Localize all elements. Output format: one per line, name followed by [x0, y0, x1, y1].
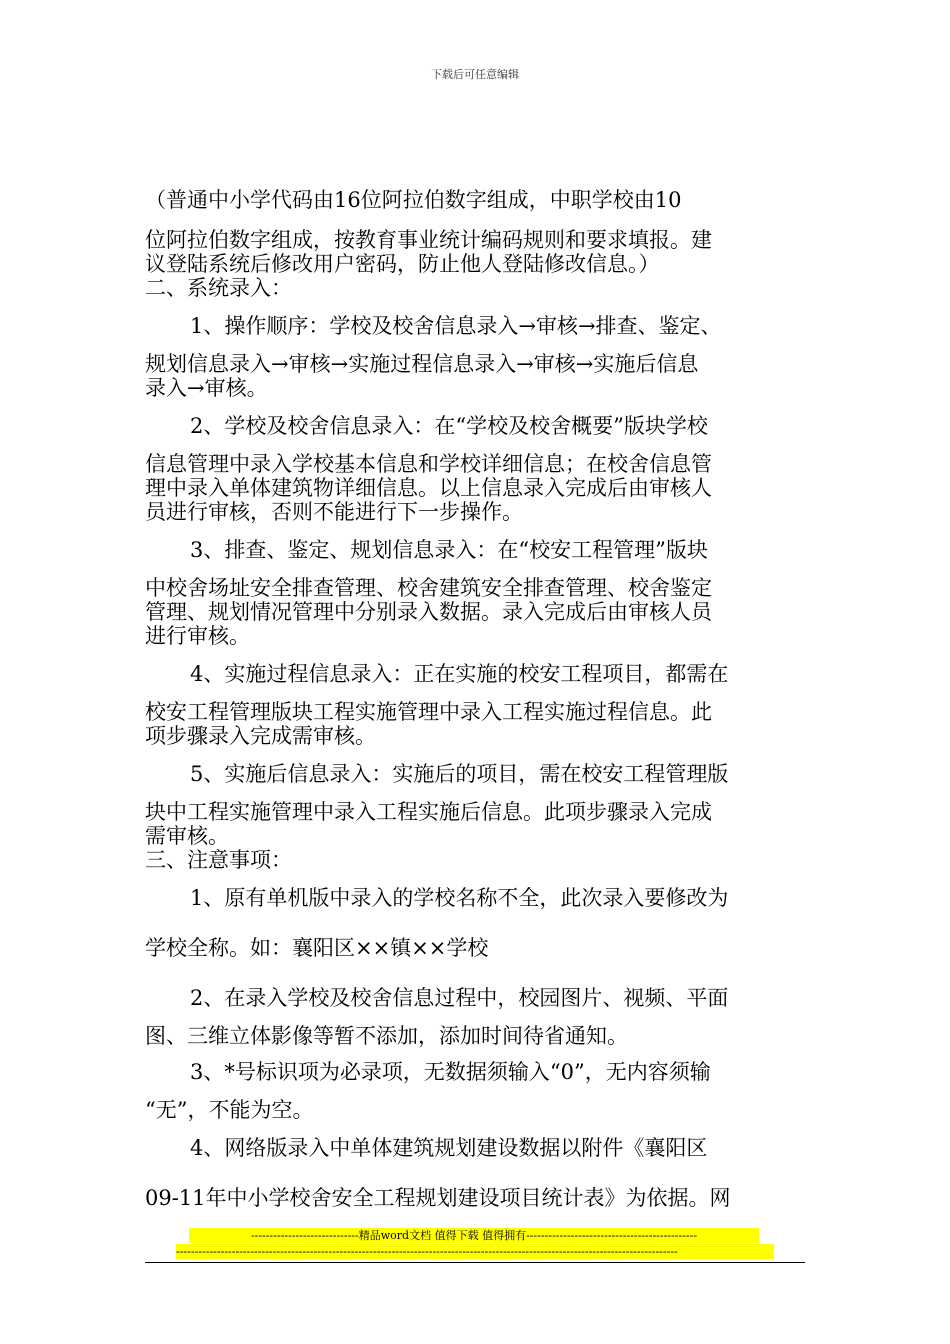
- text-line: 理中录入单体建筑物详细信息。以上信息录入完成后由审核人: [145, 476, 712, 500]
- footer-banner: -----------------------------精品word文档 值得下载 值得拥有----------------------------------------------: [189, 1228, 759, 1243]
- text-line: （普通中小学代码由16位阿拉伯数字组成，中职学校由10: [145, 188, 682, 212]
- section-heading: 三、注意事项：: [145, 848, 292, 872]
- text-line: 规划信息录入→审核→实施过程信息录入→审核→实施后信息: [145, 352, 699, 376]
- page-header: 下载后可任意编辑: [431, 68, 519, 81]
- text-line: 3、*号标识项为必录项，无数据须输入“0”，无内容须输: [190, 1060, 711, 1084]
- text-line: “无”，不能为空。: [145, 1098, 314, 1122]
- footer-rule: [145, 1262, 805, 1263]
- text-line: 信息管理中录入学校基本信息和学校详细信息；在校舍信息管: [145, 452, 712, 476]
- text-line: 项步骤录入完成需审核。: [145, 724, 376, 748]
- text-line: 2、学校及校舍信息录入：在“学校及校舍概要”版块学校: [190, 414, 708, 438]
- text-line: 议登陆系统后修改用户密码，防止他人登陆修改信息。）: [145, 252, 660, 276]
- text-line: 需审核。: [145, 824, 229, 848]
- text-line: 学校全称。如：襄阳区××镇××学校: [145, 936, 489, 960]
- text-line: 2、在录入学校及校舍信息过程中，校园图片、视频、平面: [190, 986, 729, 1010]
- text-line: 5、实施后信息录入：实施后的项目，需在校安工程管理版: [190, 762, 729, 786]
- text-line: 管理、规划情况管理中分别录入数据。录入完成后由审核人员: [145, 600, 712, 624]
- text-line: 进行审核。: [145, 624, 250, 648]
- text-line: 校安工程管理版块工程实施管理中录入工程实施过程信息。此: [145, 700, 712, 724]
- text-line: 中校舍场址安全排查管理、校舍建筑安全排查管理、校舍鉴定: [145, 576, 712, 600]
- text-line: 块中工程实施管理中录入工程实施后信息。此项步骤录入完成: [145, 800, 712, 824]
- section-heading: 二、系统录入：: [145, 276, 292, 300]
- text-line: 位阿拉伯数字组成，按教育事业统计编码规则和要求填报。建: [145, 228, 712, 252]
- text-line: 1、原有单机版中录入的学校名称不全，此次录入要修改为: [190, 886, 729, 910]
- text-line: 图、三维立体影像等暂不添加，添加时间待省通知。: [145, 1024, 628, 1048]
- text-line: 1、操作顺序：学校及校舍信息录入→审核→排查、鉴定、: [190, 314, 722, 338]
- text-line: 4、网络版录入中单体建筑规划建设数据以附件《襄阳区: [190, 1136, 708, 1160]
- text-line: 3、排查、鉴定、规划信息录入：在“校安工程管理”版块: [190, 538, 708, 562]
- text-line: 录入→审核。: [145, 376, 268, 400]
- text-line: 09-11年中小学校舍安全工程规划建设项目统计表》为依据。网: [145, 1186, 731, 1210]
- text-line: 4、实施过程信息录入：正在实施的校安工程项目，都需在: [190, 662, 729, 686]
- footer-dashes: ---------------------------------------------------------------------------------------------------------------------------------------: [176, 1244, 774, 1259]
- text-line: 员进行审核，否则不能进行下一步操作。: [145, 500, 523, 524]
